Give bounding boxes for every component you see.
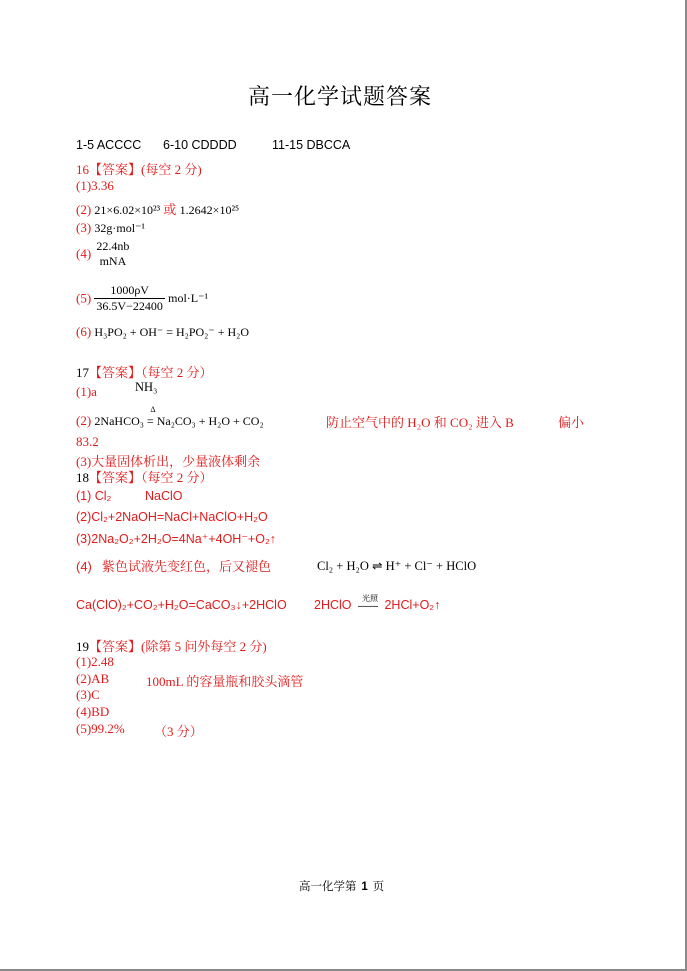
q16-answer-5-label: (5) [76,290,92,306]
q16-answer-4-fraction [94,239,131,269]
q16-answer-2 [76,199,239,218]
page-footer [299,878,384,894]
q19-header [76,636,267,655]
mcq-group-2: 6-10 CDDDD [163,138,237,152]
q18-answer-5-equation-1: Ca(ClO)₂+CO₂+H₂O=CaCO₃↓+2HClO [76,598,287,612]
q18-answer-4-label: (4) [76,559,92,574]
q17-answer-2-label: (2) [76,413,92,428]
q19-answer-4: (4)BD [76,704,110,719]
q18-header-text: 【答案】（每空 2 分） [89,470,213,485]
q18-answer-5-right: 2HCl+O₂↑ [384,598,441,612]
q16-answer-3-label: (3) [76,220,92,235]
q17-number: 17 [76,365,89,380]
q17-answer-3: (3)大量固体析出，少量液体剩余 [76,454,261,469]
q18-answer-5-equation-2 [314,594,441,612]
q16-answer-1: (1)3.36 [76,178,114,193]
q18-answer-5-left: 2HClO [314,598,352,612]
q16-header [76,159,202,178]
mcq-group-1: 1-5 ACCCC [76,138,142,152]
q17-answer-1-value: NH₃ [135,380,158,394]
q16-answer-4-denominator: mNA [99,254,127,268]
q18-answer-4 [76,556,271,575]
q16-answer-6 [76,324,249,340]
q17-answer-2-equation-text: 2NaHCO₃ = Na₂CO₃ + H₂O + CO₂ [94,414,264,428]
q17-answer-2-equation [94,405,264,429]
q16-answer-3 [76,220,145,236]
q16-answer-5-denominator: 36.5V−22400 [96,299,163,313]
q17-answer-1-label: (1)a [76,384,97,399]
q18-answer-5-condition-arrow: 光照 —— [358,594,378,612]
mcq-group-3: 11-15 DBCCA [272,138,351,152]
q16-answer-5-unit: mol·L⁻¹ [168,291,209,305]
page-title: 高一化学试题答案 [248,85,433,110]
q16-answer-4-numerator: 22.4nb [96,239,130,253]
q17-answer-2-reason: 防止空气中的 H₂O 和 CO₂ 进入 B [326,415,514,430]
q16-answer-4 [76,239,131,269]
q16-answer-2-label: (2) [76,202,92,217]
q19-header-text: 【答案】(除第 5 问外每空 2 分) [89,639,267,654]
q18-answer-1-label: (1) Cl₂ [76,489,112,503]
q17-header-text: 【答案】（每空 2 分） [89,365,213,380]
q16-header-text: 【答案】(每空 2 分) [89,162,202,177]
q16-number: 16 [76,162,89,177]
q16-answer-2-alt: 1.2642×10²⁵ [179,203,240,217]
q17-header [76,362,213,381]
q19-answer-2-label: (2)AB [76,671,110,686]
q16-answer-2-or: 或 [163,202,177,217]
q18-answer-2: (2)Cl₂+2NaOH=NaCl+NaClO+H₂O [76,510,268,524]
q19-number: 19 [76,639,89,654]
q16-answer-2-value: 21×6.02×10²³ [94,203,161,217]
q16-answer-6-label: (6) [76,324,92,339]
q16-answer-5 [76,283,208,314]
q16-answer-4-label: (4) [76,246,92,261]
q18-answer-1-value: NaClO [145,489,183,503]
q19-answer-5: (5)99.2% [76,721,125,736]
q18-header [76,467,213,486]
q17-answer-1 [76,384,97,400]
q17-answer-2-value: 83.2 [76,434,99,449]
q16-answer-6-value: H₃PO₂ + OH⁻ = H₂PO₂⁻ + H₂O [94,325,249,339]
q17-answer-2-effect: 偏小 [558,415,585,430]
footer-prefix: 高一化学第 [299,881,357,893]
q16-answer-5-numerator: 1000ρV [94,283,164,299]
q16-answer-5-fraction [94,283,164,314]
q17-answer-2 [76,405,264,429]
q18-number: 18 [76,470,89,485]
q18-answer-3: (3)2Na₂O₂+2H₂O=4Na⁺+4OH⁻+O₂↑ [76,532,277,546]
q19-answer-2-value: 100mL 的容量瓶和胶头滴管 [146,674,304,689]
q19-answer-3: (3)C [76,687,100,702]
q16-answer-3-value: 32g·mol⁻¹ [94,221,146,235]
footer-page-number: 1 [361,881,368,893]
q18-answer-4-equation: Cl₂ + H₂O ⇌ H⁺ + Cl⁻ + HClO [317,559,477,573]
q18-answer-4-text: 紫色试液先变红色，后又褪色 [102,559,272,574]
footer-suffix: 页 [372,881,385,893]
q19-answer-1: (1)2.48 [76,654,114,669]
q19-answer-5-score: （3 分） [154,724,203,739]
q18-light-condition: 光照 [362,594,378,603]
q17-heat-mark: Δ [150,405,156,414]
